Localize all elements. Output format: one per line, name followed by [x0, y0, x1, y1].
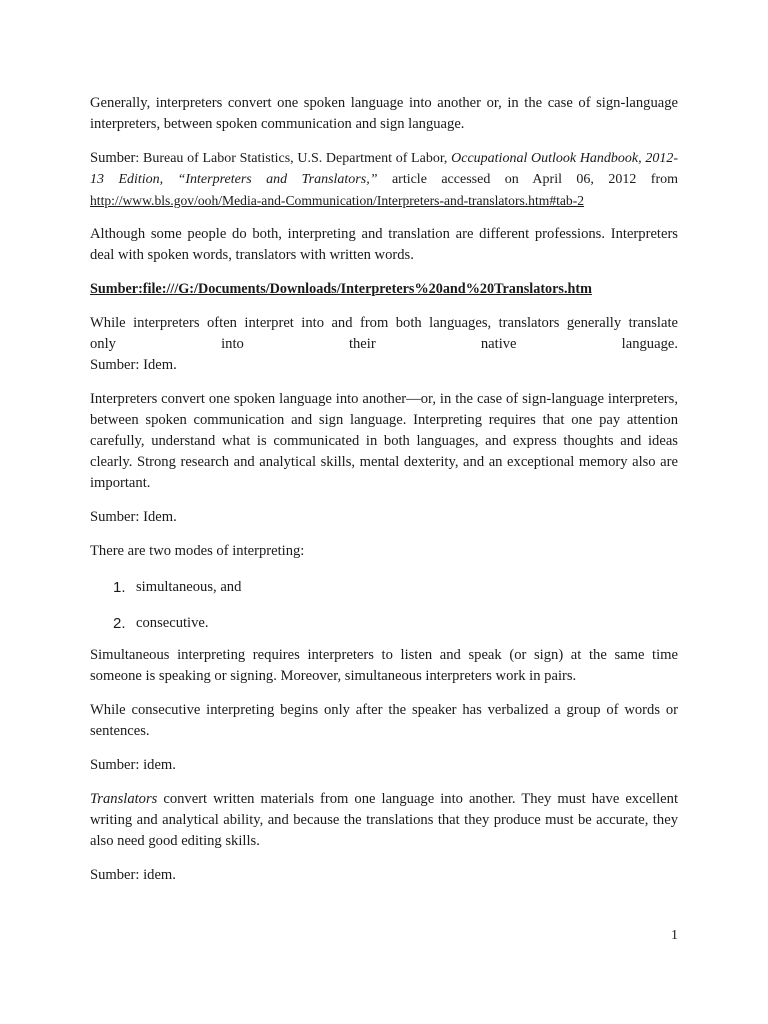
source-text: : Bureau of Labor Statistics, U.S. Department of Labor,: [135, 151, 452, 166]
list-number: 2.: [113, 615, 126, 632]
list-number: 1.: [113, 579, 126, 596]
modes-list: [90, 577, 678, 645]
list-item-text: simultaneous, and: [136, 579, 242, 595]
source-idem: Sumber: Idem.: [90, 509, 177, 525]
list-item: [90, 613, 678, 645]
list-item: [90, 577, 678, 613]
paragraph-interpreting-vs-translation: Although some people do both, interpreting and translation are different professions. Interpreters deal with spoken words, translators with written words.: [90, 226, 678, 263]
source-idem: Sumber: idem.: [90, 757, 176, 773]
paragraph-consecutive: While consecutive interpreting begins only after the speaker has verbalized a group of words or sentences.: [90, 702, 678, 739]
source-title: Occupational Outlook Handbook, 2012-13 Edition, “Interpreters and Translators,”: [90, 151, 679, 187]
paragraph-line: While interpreters often interpret into and from both languages, translators generally translate: [90, 315, 678, 331]
modes-intro: There are two modes of interpreting:: [90, 543, 305, 559]
source-idem: Sumber: idem.: [90, 867, 176, 883]
source-file-link[interactable]: Sumber:file:///G:/Documents/Downloads/Interpreters%20and%20Translators.htm: [90, 281, 592, 297]
translators-term: Translators: [90, 791, 158, 807]
translators-description: convert written materials from one language into another. They must have excellent writing and analytical ability, and because the translations that they produce must be accurate, they also need good editing skills.: [90, 791, 678, 849]
source-text-accessed: article accessed on April 06, 2012 from: [377, 172, 678, 187]
source-citation-bls: [90, 148, 678, 212]
source-url-link[interactable]: http://www.bls.gov/ooh/Media-and-Communication/Interpreters-and-translators.htm#tab-2: [90, 193, 585, 208]
paragraph-translators: [90, 789, 678, 852]
source-label: Sumber: [90, 150, 136, 166]
paragraph-interpreters-general: Generally, interpreters convert one spoken language into another or, in the case of sign-language interpreters, between spoken communication and sign language.: [90, 95, 678, 132]
document-body: [90, 93, 678, 899]
paragraph-translate-native: [90, 313, 678, 376]
source-idem: Sumber: Idem.: [90, 357, 177, 373]
paragraph-simultaneous: Simultaneous interpreting requires interpreters to listen and speak (or sign) at the same time someone is speaking or signing. Moreover, simultaneous interpreters work in pairs.: [90, 647, 678, 684]
list-item-text: consecutive.: [136, 615, 209, 631]
paragraph-interpreters-skills: Interpreters convert one spoken language into another—or, in the case of sign-language interpreters, between spoken communication and sign language. Interpreting requires that one pay attention carefully, understand what is communicated in both languages, and express thoughts and ideas clearly. Strong research and analytical skills, mental dexterity, and an exceptional memory also are important.: [90, 391, 678, 491]
page-number: 1: [671, 928, 678, 943]
paragraph-line: only into their native language.: [90, 336, 678, 352]
